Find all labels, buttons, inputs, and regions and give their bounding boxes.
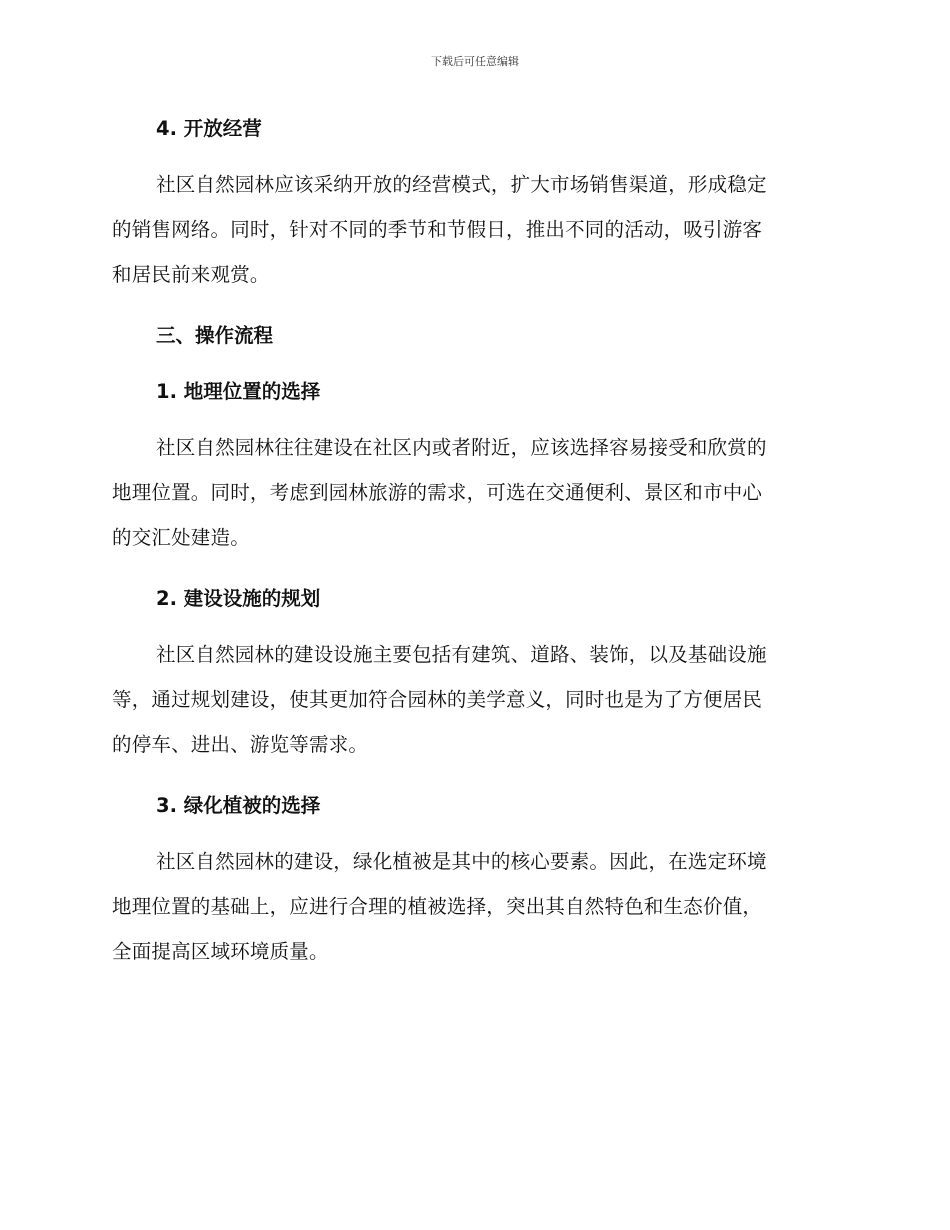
page-header: 下载后可任意编辑 xyxy=(431,55,519,68)
paragraph-line: 地理位置。同时，考虑到园林旅游的需求，可选在交通便利、景区和市中心 xyxy=(112,481,763,504)
paragraph-line: 社区自然园林的建设设施主要包括有建筑、道路、装饰，以及基础设施 xyxy=(156,643,767,666)
paragraph-location xyxy=(112,425,834,560)
section-heading-location: 1. 地理位置的选择 xyxy=(156,380,321,403)
document-body xyxy=(112,112,834,974)
paragraph-line: 的交汇处建造。 xyxy=(112,526,250,549)
section-heading-facilities: 2. 建设设施的规划 xyxy=(156,587,321,610)
paragraph-line: 社区自然园林的建设，绿化植被是其中的核心要素。因此，在选定环境 xyxy=(156,850,767,873)
paragraph-vegetation xyxy=(112,839,834,974)
paragraph-line: 社区自然园林往往建设在社区内或者附近，应该选择容易接受和欣赏的 xyxy=(156,436,767,459)
paragraph-facilities xyxy=(112,632,834,767)
paragraph-line: 的销售网络。同时，针对不同的季节和节假日，推出不同的活动，吸引游客 xyxy=(112,218,763,241)
paragraph-line: 社区自然园林应该采纳开放的经营模式，扩大市场销售渠道，形成稳定 xyxy=(156,173,767,196)
section-heading-open-operation: 4. 开放经营 xyxy=(156,117,262,140)
paragraph-line: 的停车、进出、游览等需求。 xyxy=(112,733,369,756)
paragraph-open-operation xyxy=(112,162,834,297)
section-heading-vegetation: 3. 绿化植被的选择 xyxy=(156,794,321,817)
paragraph-line: 地理位置的基础上，应进行合理的植被选择，突出其自然特色和生态价值， xyxy=(112,895,763,918)
paragraph-line: 全面提高区域环境质量。 xyxy=(112,940,329,963)
section-heading-operation-flow: 三、操作流程 xyxy=(156,324,274,347)
paragraph-line: 和居民前来观赏。 xyxy=(112,263,270,286)
paragraph-line: 等，通过规划建设，使其更加符合园林的美学意义，同时也是为了方便居民 xyxy=(112,688,763,711)
